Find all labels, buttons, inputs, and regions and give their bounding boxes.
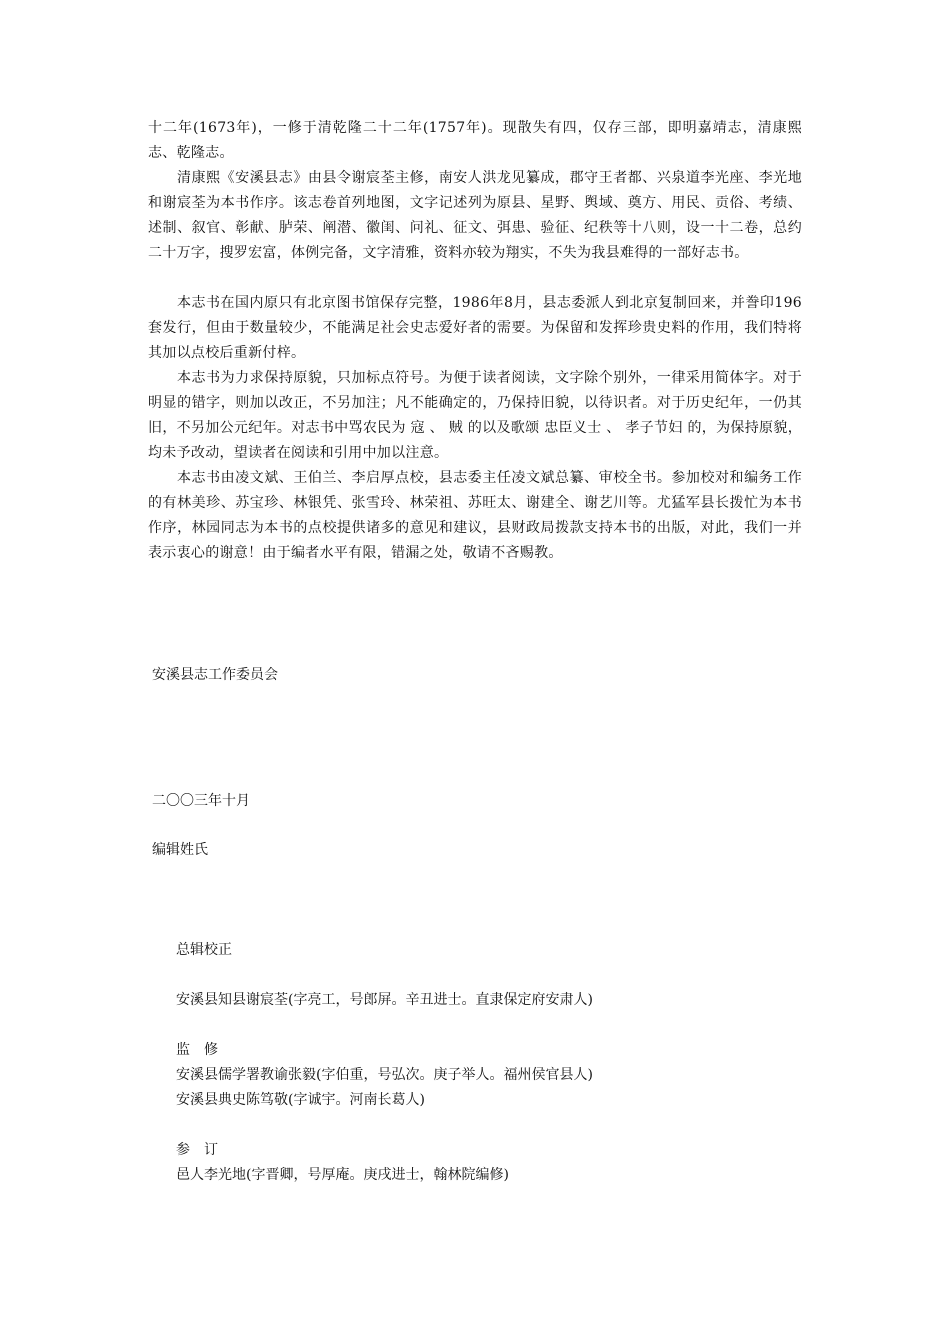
paragraph-reprint: 本志书在国内原只有北京图书馆保存完整，1986年8月，县志委派人到北京复制回来，并誊印196套发行，但由于数量较少，不能满足社会史志爱好者的需要。为保留和发挥珍贵史料的作用，我们特将其加以点校后重新付梓。 [148,295,802,361]
paragraph-kangxi-gazetteer: 清康熙《安溪县志》由县令谢宸荃主修，南安人洪龙见纂成，郡守王者都、兴泉道李光座、李光地和谢宸荃为本书作序。该志卷首列地图，文字记述列为原县、星野、舆域、奠方、用民、贡俗、考绩、述制、叙官、彰献、胪荣、阐潜、徽闺、问礼、征文、弭患、验征、纪秩等十八则，设一十二卷，总约二十万字，搜罗宏富，体例完备，文字清雅，资料亦较为翔实，不失为我县难得的一部好志书。 [148,170,802,261]
supervisor-person-2: 安溪县典史陈笃敬(字诚宇。河南长葛人) [176,1092,425,1108]
signature-date: 二〇〇三年十月 [152,793,250,809]
paragraph-continued: 十二年(1673年)，一修于清乾隆二十二年(1757年)。现散失有四，仅存三部，即明嘉靖志，清康熙志、乾隆志。 [148,120,802,161]
chief-editor-title: 总辑校正 [176,942,232,958]
chief-editor-person: 安溪县知县谢宸荃(字亮工，号郎屏。辛丑进士。直隶保定府安肃人) [176,992,593,1008]
supervisor-person-1: 安溪县儒学署教谕张毅(字伯重，号弘次。庚子举人。福州侯官县人) [176,1067,593,1083]
paragraph-acknowledgements: 本志书由凌文斌、王伯兰、李启厚点校，县志委主任凌文斌总纂、审校全书。参加校对和编务工作的有林美珍、苏宝珍、林银凭、张雪玲、林荣祖、苏旺太、谢建全、谢艺川等。尤猛军县长拨忙为本书作序，林园同志为本书的点校提供诸多的意见和建议，县财政局拨款支持本书的出版，对此，我们一并表示衷心的谢意！由于编者水平有限，错漏之处，敬请不吝赐教。 [148,470,802,561]
reviewer-title: 参 订 [176,1142,218,1158]
paragraph-editing-principles: 本志书为力求保持原貌，只加标点符号。为便于读者阅读，文字除个别外，一律采用简体字。对于明显的错字，则加以改正，不另加注；凡不能确定的，乃保持旧貌，以待识者。对于历史纪年，一仍其旧，不另加公元纪年。对志书中骂农民为 寇 、 贼 的以及歌颂 忠臣义士 、 孝子节妇 的，为保持原貌，均未予改动，望读者在阅读和引用中加以注意。 [148,370,802,461]
supervisor-title: 监 修 [176,1042,218,1058]
signature-org: 安溪县志工作委员会 [152,667,278,683]
editors-heading: 编辑姓氏 [152,842,208,858]
reviewer-person-1: 邑人李光地(字晋卿，号厚庵。庚戌进士，翰林院编修) [176,1167,509,1183]
